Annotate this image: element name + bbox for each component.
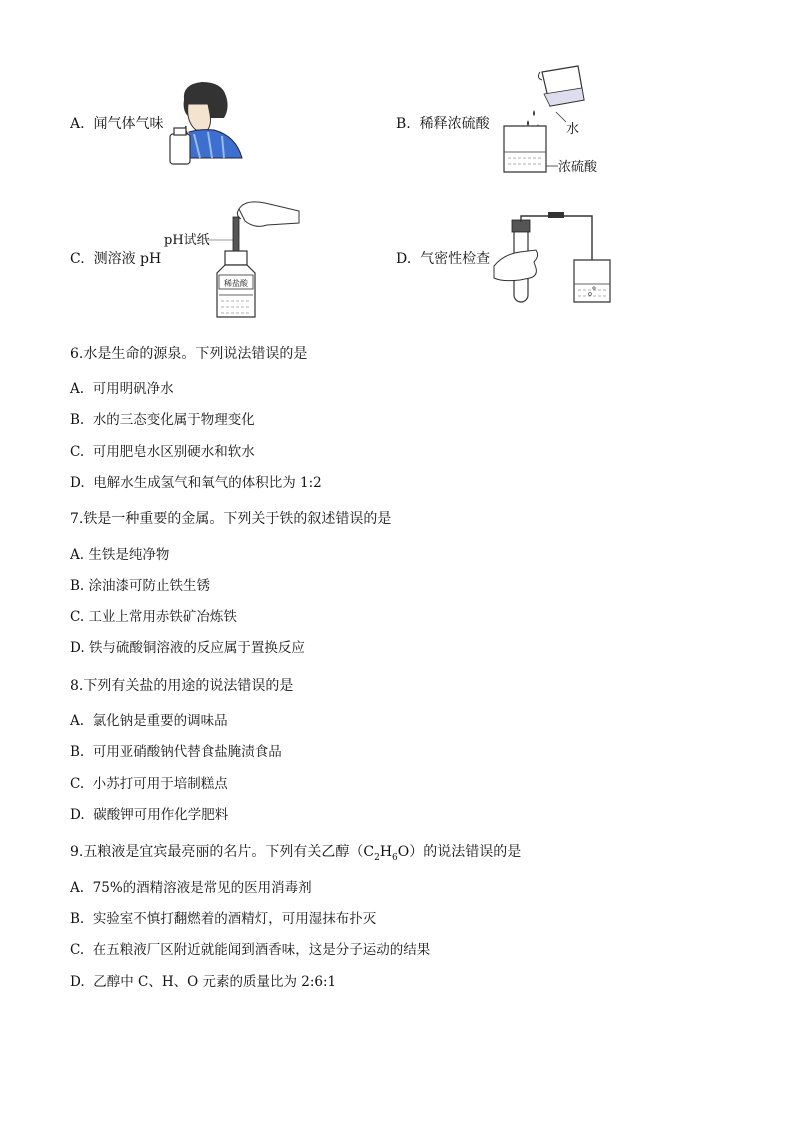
fig-c-caption: C. 测溶液 pH xyxy=(70,251,162,267)
fig-a-caption: A. 闻气体气味 xyxy=(70,116,164,132)
q6-option-c[interactable]: C. 可用肥皂水区别硬水和软水 xyxy=(70,444,255,460)
q7-option-b[interactable]: B. 涂油漆可防止铁生锈 xyxy=(70,578,211,594)
measure-ph-illustration xyxy=(205,195,305,320)
question-6-stem: 6.水是生命的源泉。下列说法错误的是 xyxy=(70,346,308,362)
ph-paper-label: pH试纸 xyxy=(164,233,210,248)
question-7-stem: 7.铁是一种重要的金属。下列关于铁的叙述错误的是 xyxy=(70,511,392,527)
fig-d-caption: D. 气密性检查 xyxy=(396,251,491,267)
q6-option-b[interactable]: B. 水的三态变化属于物理变化 xyxy=(70,412,255,428)
q8-option-d[interactable]: D. 碳酸钾可用作化学肥料 xyxy=(70,807,229,823)
water-label: 水 xyxy=(566,122,580,137)
q7-option-d[interactable]: D. 铁与硫酸铜溶液的反应属于置换反应 xyxy=(70,640,305,656)
airtightness-check-illustration xyxy=(490,208,615,308)
fig-b-caption: B. 稀释浓硫酸 xyxy=(396,116,490,132)
q8-option-c[interactable]: C. 小苏打可用于培制糕点 xyxy=(70,776,228,792)
smelling-gas-illustration xyxy=(160,78,245,168)
q7-option-c[interactable]: C. 工业上常用赤铁矿冶炼铁 xyxy=(70,609,237,625)
q9-option-d[interactable]: D. 乙醇中 C、H、O 元素的质量比为 2:6:1 xyxy=(70,974,337,990)
bottle-label: 稀盐酸 xyxy=(224,279,248,288)
question-9-stem: 9.五粮液是宜宾最亮丽的名片。下列有关乙醇$(C_2H_6O)$的说法错误的是 xyxy=(70,844,522,863)
q8-option-b[interactable]: B. 可用亚硝酸钠代替食盐腌渍食品 xyxy=(70,744,282,760)
acid-label: 浓硫酸 xyxy=(558,160,598,175)
q8-option-a[interactable]: A. 氯化钠是重要的调味品 xyxy=(70,713,228,729)
q6-option-a[interactable]: A. 可用明矾净水 xyxy=(70,381,174,397)
q7-option-a[interactable]: A. 生铁是纯净物 xyxy=(70,547,170,563)
q9-option-a[interactable]: A. 75%的酒精溶液是常见的医用消毒剂 xyxy=(70,880,312,896)
q6-option-d[interactable]: D. 电解水生成氢气和氧气的体积比为 1:2 xyxy=(70,475,322,491)
q9-option-b[interactable]: B. 实验室不慎打翻燃着的酒精灯，可用湿抹布扑灭 xyxy=(70,911,377,927)
q9-option-c[interactable]: C. 在五粮液厂区附近就能闻到酒香味，这是分子运动的结果 xyxy=(70,942,431,958)
question-8-stem: 8.下列有关盐的用途的说法错误的是 xyxy=(70,678,294,694)
